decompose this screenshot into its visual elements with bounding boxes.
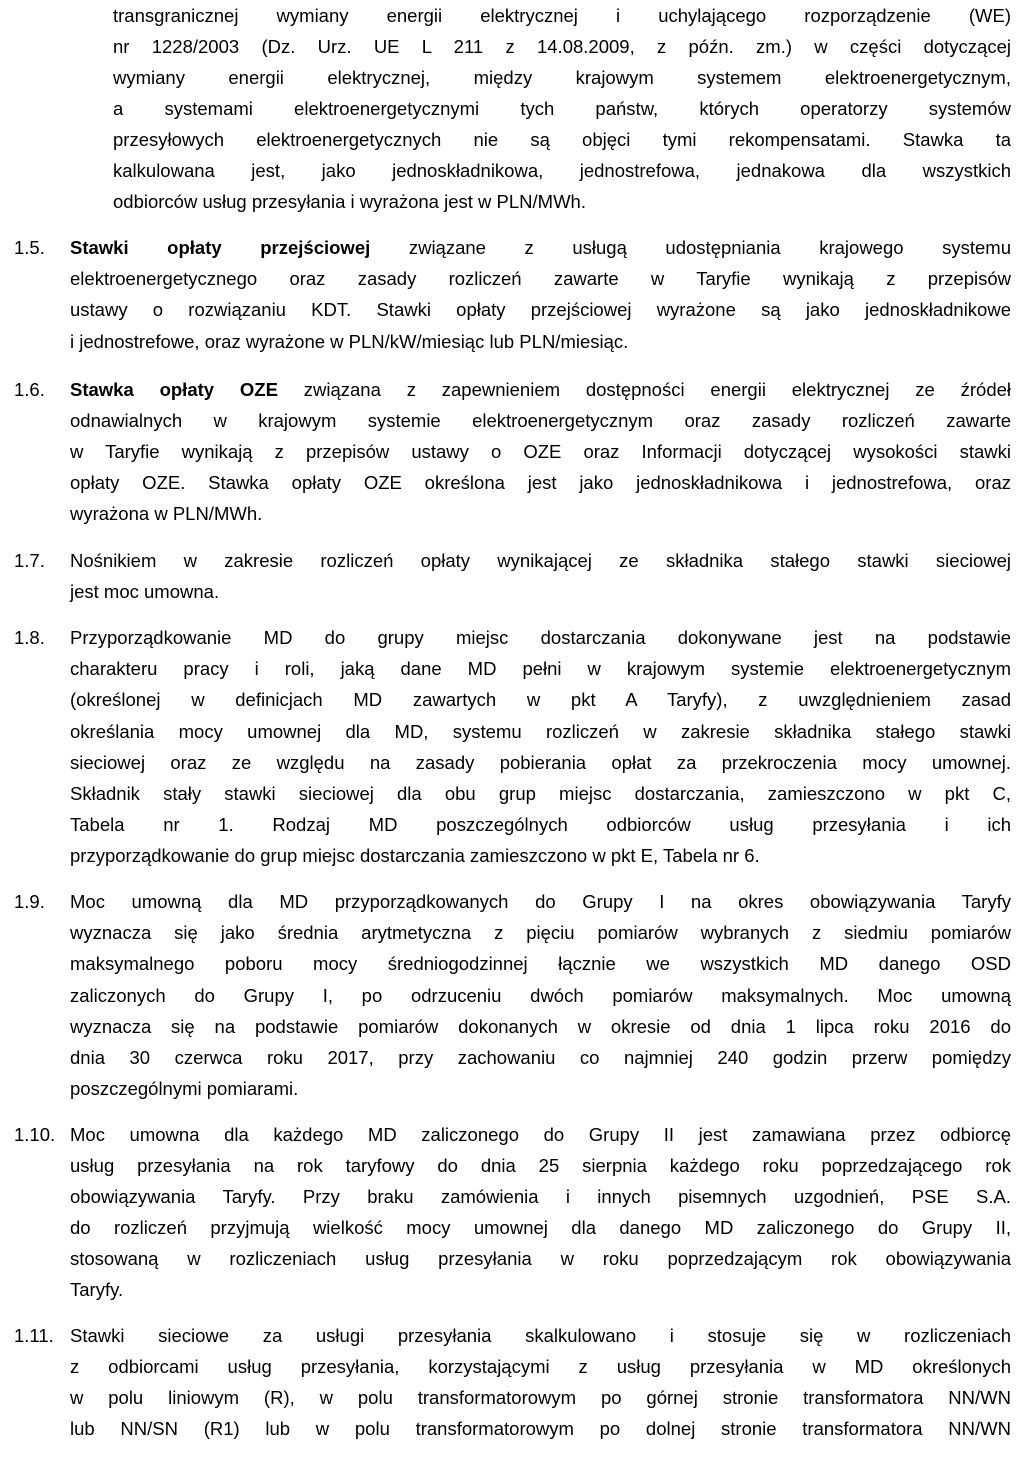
section-number: 1.10. — [14, 1124, 56, 1145]
paragraph-line: (określonej w definicjach MD zawartych w pkt A Taryfy), z uwzględnieniem zasad — [70, 689, 1011, 710]
paragraph-line: nr 1228/2003 (Dz. Urz. UE L 211 z 14.08.2009, z późn. zm.) w części dotyczącej — [113, 36, 1011, 57]
paragraph-line: przesyłowych elektroenergetycznych nie są objęci tymi rekompensatami. Stawka ta — [113, 129, 1011, 150]
paragraph-line: Taryfy. — [70, 1279, 124, 1300]
bold-term: Stawka opłaty OZE — [70, 379, 278, 400]
paragraph-line — [70, 237, 1011, 259]
bold-term: Stawki opłaty przejściowej — [70, 237, 371, 258]
paragraph-line: charakteru pracy i roli, jaką dane MD pełni w krajowym systemie elektroenergetycznym — [70, 658, 1011, 679]
paragraph-line — [70, 379, 1011, 401]
paragraph-line: sieciowej oraz ze względu na zasady pobierania opłat za przekroczenia mocy umownej. — [70, 752, 1011, 773]
paragraph-line: Stawki sieciowe za usługi przesyłania skalkulowano i stosuje się w rozliczeniach — [70, 1325, 1011, 1346]
paragraph-line: określania mocy umownej dla MD, systemu rozliczeń w zakresie składnika stałego stawki — [70, 721, 1011, 742]
paragraph-line: elektroenergetycznego oraz zasady rozliczeń zawarte w Taryfie wynikają z przepisów — [70, 268, 1011, 289]
paragraph-line: Tabela nr 1. Rodzaj MD poszczególnych odbiorców usług przesyłania i ich — [70, 814, 1011, 835]
paragraph-line: Przyporządkowanie MD do grupy miejsc dostarczania dokonywane jest na podstawie — [70, 627, 1011, 648]
paragraph-line: przyporządkowanie do grup miejsc dostarczania zamieszczono w pkt E, Tabela nr 6. — [70, 845, 760, 866]
paragraph-line: wyrażona w PLN/MWh. — [70, 503, 263, 524]
paragraph-text: związana z zapewnieniem dostępności energii elektrycznej ze źródeł — [303, 379, 1012, 400]
paragraph-line: stosowaną w rozliczeniach usług przesyłania w roku poprzedzającym rok obowiązywania — [70, 1248, 1011, 1269]
paragraph-line: w polu liniowym (R), w polu transformatorowym po górnej stronie transformatora NN/WN — [70, 1387, 1011, 1408]
paragraph-line: i jednostrefowe, oraz wyrażone w PLN/kW/miesiąc lub PLN/miesiąc. — [70, 331, 629, 352]
paragraph-line: Nośnikiem w zakresie rozliczeń opłaty wynikającej ze składnika stałego stawki sieciowej — [70, 550, 1011, 571]
paragraph-line: zaliczonych do Grupy I, po odrzuceniu dwóch pomiarów maksymalnych. Moc umowną — [70, 985, 1011, 1006]
section-number: 1.8. — [14, 627, 45, 648]
paragraph-line: poszczególnymi pomiarami. — [70, 1078, 299, 1099]
paragraph-text: związane z usługą udostępniania krajowego systemu — [408, 237, 1011, 258]
paragraph-line: jest moc umowna. — [70, 581, 220, 602]
section-number: 1.11. — [14, 1325, 54, 1346]
section-number: 1.5. — [14, 237, 45, 258]
paragraph-line: odnawialnych w krajowym systemie elektroenergetycznym oraz zasady rozliczeń zawarte — [70, 410, 1011, 431]
paragraph-line: odbiorców usług przesyłania i wyrażona jest w PLN/MWh. — [113, 191, 586, 212]
section-number: 1.7. — [14, 550, 45, 571]
paragraph-line: a systemami elektroenergetycznymi tych państw, których operatorzy systemów — [113, 98, 1011, 119]
paragraph-line: kalkulowana jest, jako jednoskładnikowa, jednostrefowa, jednakowa dla wszystkich — [113, 160, 1011, 181]
paragraph-line: opłaty OZE. Stawka opłaty OZE określona jest jako jednoskładnikowa i jednostrefowa, oraz — [70, 472, 1011, 493]
paragraph-line: maksymalnego poboru mocy średniogodzinnej łącznie we wszystkich MD danego OSD — [70, 953, 1011, 974]
paragraph-line: z odbiorcami usług przesyłania, korzystającymi z usług przesyłania w MD określonych — [70, 1356, 1011, 1377]
paragraph-line: obowiązywania Taryfy. Przy braku zamówienia i innych pisemnych uzgodnień, PSE S.A. — [70, 1186, 1011, 1207]
section-number: 1.9. — [14, 891, 45, 912]
paragraph-line: ustawy o rozwiązaniu KDT. Stawki opłaty przejściowej wyrażone są jako jednoskładnikowe — [70, 299, 1011, 320]
section-number: 1.6. — [14, 379, 45, 400]
paragraph-line: do rozliczeń przyjmują wielkość mocy umownej dla danego MD zaliczonego do Grupy II, — [70, 1217, 1011, 1238]
paragraph-line: w Taryfie wynikają z przepisów ustawy o OZE oraz Informacji dotyczącej wysokości stawki — [70, 441, 1011, 462]
paragraph-line: wymiany energii elektrycznej, między krajowym systemem elektroenergetycznym, — [113, 67, 1011, 88]
paragraph-line: lub NN/SN (R1) lub w polu transformatorowym po dolnej stronie transformatora NN/WN — [70, 1418, 1011, 1439]
paragraph-line: dnia 30 czerwca roku 2017, przy zachowaniu co najmniej 240 godzin przerw pomiędzy — [70, 1047, 1011, 1068]
paragraph-line: wyznacza się jako średnia arytmetyczna z pięciu pomiarów wybranych z siedmiu pomiarów — [70, 922, 1011, 943]
paragraph-line: transgranicznej wymiany energii elektrycznej i uchylającego rozporządzenie (WE) — [113, 5, 1011, 26]
paragraph-line: Moc umowną dla MD przyporządkowanych do Grupy I na okres obowiązywania Taryfy — [70, 891, 1011, 912]
paragraph-line: Składnik stały stawki sieciowej dla obu grup miejsc dostarczania, zamieszczono w pkt C, — [70, 783, 1011, 804]
paragraph-line: Moc umowna dla każdego MD zaliczonego do Grupy II jest zamawiana przez odbiorcę — [70, 1124, 1011, 1145]
paragraph-line: usług przesyłania na rok taryfowy do dnia 25 sierpnia każdego roku poprzedzającego rok — [70, 1155, 1011, 1176]
paragraph-line: wyznacza się na podstawie pomiarów dokonanych w okresie od dnia 1 lipca roku 2016 do — [70, 1016, 1011, 1037]
